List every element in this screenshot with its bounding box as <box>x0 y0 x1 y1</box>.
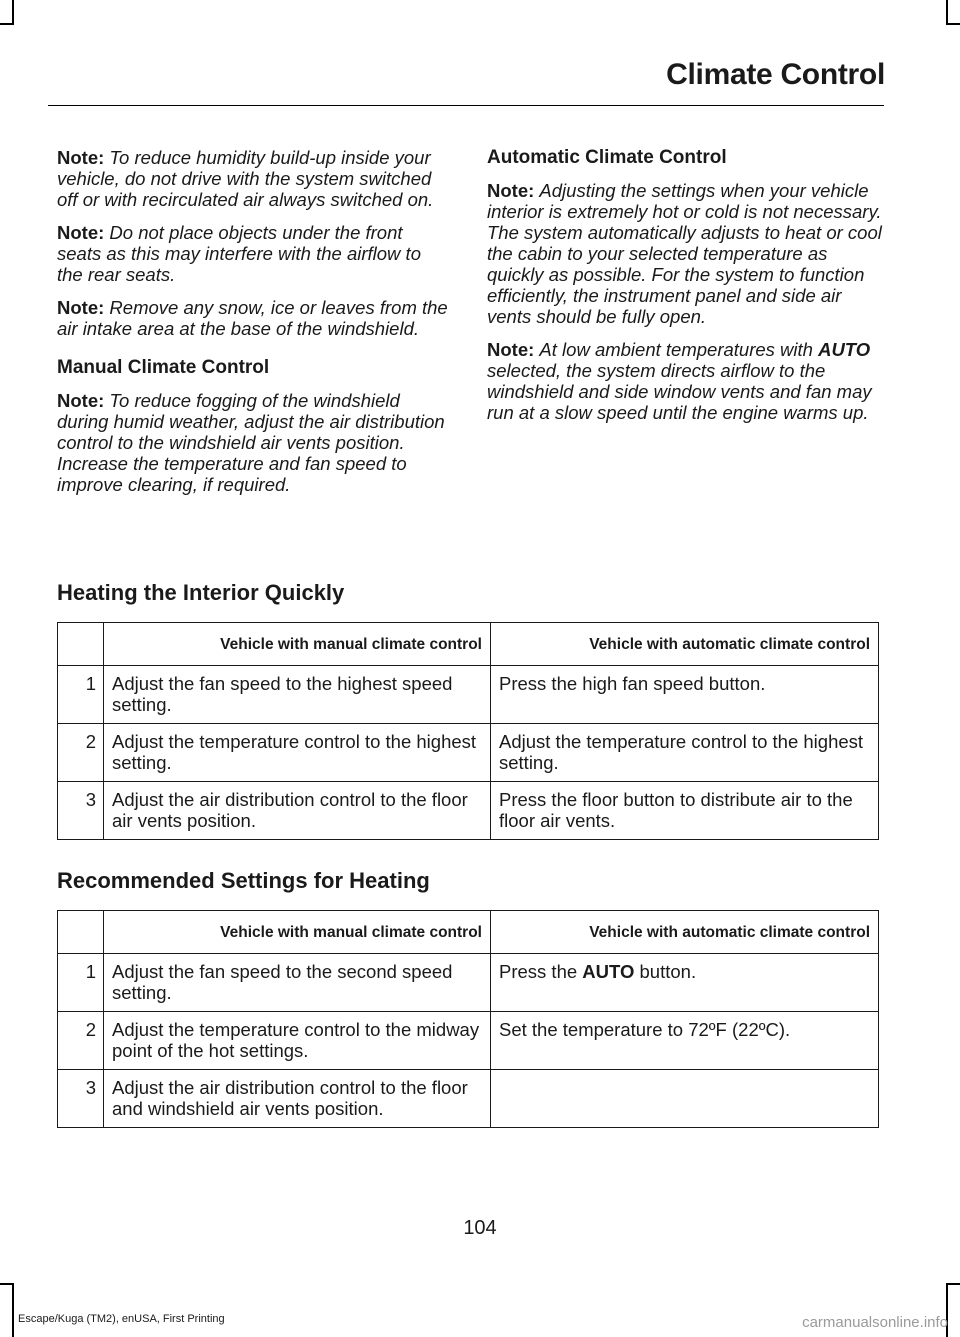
auto-cell: Set the temperature to 72ºF (22ºC). <box>491 1012 879 1070</box>
manual-cell: Adjust the air distribution control to the floor air vents position. <box>104 782 491 840</box>
note-fogging: Note: To reduce fogging of the windshield during humid weather, adjust the air distribution control to the windshield air vents position. Increase the temperature and fan speed to improve clearing, if required. <box>57 390 445 495</box>
section-heading-recommended-heating: Recommended Settings for Heating <box>57 868 430 893</box>
table-header-manual: Vehicle with manual climate control <box>104 623 491 666</box>
row-number: 1 <box>58 954 104 1012</box>
table-header-row <box>58 623 879 666</box>
note-humidity: Note: To reduce humidity build-up inside your vehicle, do not drive with the system switched off or with recirculated air always switched on. <box>57 147 434 210</box>
manual-cell: Adjust the temperature control to the highest setting. <box>104 724 491 782</box>
header-divider <box>48 105 884 106</box>
left-column <box>57 147 449 507</box>
note-objects-under-seats: Note: Do not place objects under the front seats as this may interfere with the airflow to the rear seats. <box>57 222 421 285</box>
row-number: 1 <box>58 666 104 724</box>
automatic-climate-heading: Automatic Climate Control <box>487 147 727 168</box>
table-row <box>58 1012 879 1070</box>
auto-cell: Press the floor button to distribute air to the floor air vents. <box>491 782 879 840</box>
table-row <box>58 724 879 782</box>
manual-climate-heading: Manual Climate Control <box>57 357 270 378</box>
table-header-auto: Vehicle with automatic climate control <box>491 623 879 666</box>
row-number: 3 <box>58 782 104 840</box>
manual-cell: Adjust the fan speed to the highest speed setting. <box>104 666 491 724</box>
manual-cell: Adjust the air distribution control to the floor and windshield air vents position. <box>104 1070 491 1128</box>
crop-mark <box>946 0 948 23</box>
section-heading-heating-quickly: Heating the Interior Quickly <box>57 580 345 605</box>
table-row <box>58 666 879 724</box>
row-number: 3 <box>58 1070 104 1128</box>
row-number: 2 <box>58 1012 104 1070</box>
crop-mark <box>946 1283 960 1285</box>
row-number: 2 <box>58 724 104 782</box>
note-low-ambient: Note: At low ambient temperatures with AUTO selected, the system directs airflow to the windshield and side window vents and fan may run at a slow speed until the engine warms up. <box>487 339 872 423</box>
recommended-heating-table <box>57 910 879 1128</box>
auto-cell: Adjust the temperature control to the highest setting. <box>491 724 879 782</box>
table-row <box>58 1070 879 1128</box>
note-air-intake: Note: Remove any snow, ice or leaves from the air intake area at the base of the windshield. <box>57 297 448 339</box>
table-header-blank <box>58 911 104 954</box>
crop-mark <box>946 23 960 25</box>
heating-quickly-table <box>57 622 879 840</box>
table-header-blank <box>58 623 104 666</box>
auto-cell: Press the AUTO button. <box>491 954 879 1012</box>
table-header-row <box>58 911 879 954</box>
crop-mark <box>0 23 14 25</box>
auto-cell: Press the high fan speed button. <box>491 666 879 724</box>
table-row <box>58 954 879 1012</box>
crop-mark <box>12 0 14 23</box>
table-row <box>58 782 879 840</box>
auto-cell <box>491 1070 879 1128</box>
footer-edition: Escape/Kuga (TM2), enUSA, First Printing <box>18 1313 225 1325</box>
table-header-manual: Vehicle with manual climate control <box>104 911 491 954</box>
manual-cell: Adjust the fan speed to the second speed setting. <box>104 954 491 1012</box>
note-settings: Note: Adjusting the settings when your vehicle interior is extremely hot or cold is not necessary. The system automatically adjusts to heat or cool the cabin to your selected temperature as quickly as possible. For the system to function efficiently, the instrument panel and side air vents should be fully open. <box>487 180 882 327</box>
crop-mark <box>0 1283 14 1285</box>
table-header-auto: Vehicle with automatic climate control <box>491 911 879 954</box>
watermark-link[interactable]: carmanualsonline.info <box>802 1314 948 1331</box>
manual-cell: Adjust the temperature control to the midway point of the hot settings. <box>104 1012 491 1070</box>
page-title: Climate Control <box>666 58 885 91</box>
right-column <box>487 147 883 435</box>
page-number: 104 <box>463 1217 497 1239</box>
crop-mark <box>12 1283 14 1337</box>
